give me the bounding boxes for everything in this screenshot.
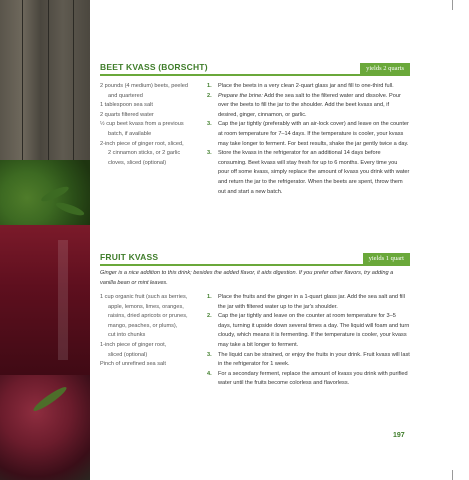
ingredient-line: apple, lemons, limes, oranges,	[108, 303, 184, 310]
step-number: 2.	[207, 92, 212, 99]
step-number: 1.	[207, 83, 212, 89]
ingredient-line: raisins, dried apricots or prunes,	[108, 313, 188, 320]
step-text: Cap the jar tightly (preferably with an air-lock cover) and leave on the counter at room temperature for 7–14 days. If the temperature is cooler, your kvass may take longer to ferment. For best results, shake the jar gently twice a day.	[218, 121, 409, 147]
ingredient-line: 2 quarts filtered water	[100, 111, 154, 118]
recipe-step	[207, 120, 410, 149]
steps-list	[207, 293, 410, 389]
ingredient-line: Pinch of unrefined sea salt	[100, 361, 166, 368]
step-text: Place the beets in a very clean 2-quart glass jar and fill to one-third full.	[218, 83, 394, 89]
step-number: 3.	[207, 121, 212, 128]
step-number: 3.	[207, 351, 212, 358]
recipe-intro: Ginger is a nice addition to this drink; besides the added flavor, it aids digestion. If you prefer other flavors, try adding a vanilla bean or mint leaves.	[100, 270, 394, 286]
ingredient-line: 1 tablespoon sea salt	[100, 102, 153, 109]
yield-badge: yields 1 quart	[363, 253, 410, 265]
recipe-step	[207, 92, 410, 121]
kvass-photo	[0, 0, 90, 480]
wood-plank-line	[48, 0, 49, 175]
ingredient-line: mango, peaches, or plums),	[108, 322, 178, 329]
ingredients-list	[100, 293, 200, 370]
crop-mark	[452, 0, 453, 10]
step-text: Add the sea salt to the filtered water and dissolve. Pour over the beets to fill the jar to the shoulder. Add the beet kvass and, if desired, ginger, cinnamon, or garlic.	[218, 92, 401, 118]
step-text: The liquid can be strained, or enjoy the fruits in your drink. Fruit kvass will last in the refrigerator for 1 week.	[218, 351, 410, 368]
wood-plank-line	[22, 0, 23, 175]
recipe-step	[207, 351, 410, 370]
ingredient-line: ½ cup beet kvass from a previous	[100, 121, 184, 128]
step-number: 4.	[207, 370, 212, 377]
recipe-step	[207, 312, 410, 350]
wood-plank-line	[73, 0, 74, 175]
ingredient-line: 2 pounds (4 medium) beets, peeled	[100, 83, 189, 89]
jar-highlight	[58, 240, 68, 360]
ingredient-line: and quartered	[108, 92, 143, 99]
recipe-step	[207, 82, 410, 92]
recipe-title: BEET KVASS (BORSCHT)	[100, 62, 208, 72]
steps-list	[207, 82, 410, 197]
ingredient-line: batch, if available	[108, 130, 152, 137]
step-number: 1.	[207, 294, 212, 300]
wood-background	[0, 0, 90, 175]
fruit-kvass-header	[100, 248, 410, 266]
beet-kvass-header	[100, 58, 410, 76]
ingredient-line: 2 cinnamon sticks, or 2 garlic	[108, 150, 181, 157]
ingredient-line: 1 cup organic fruit (such as berries,	[100, 294, 188, 300]
page-number: 197	[393, 432, 405, 439]
yield-badge: yields 2 quarts	[360, 63, 410, 75]
step-text: Cap the jar tightly and leave on the counter at room temperature for 3–5 days, turning it upside down several times a day. The liquid will foam and turn cloudy, which means it is fermenting. If the temperature is cooler, your kvass may take a bit longer to ferment.	[218, 313, 410, 348]
beet	[0, 375, 90, 480]
step-text: Store the kvass in the refrigerator for an additional 14 days before consuming. Beet kvass will stay fresh for up to 6 months. Every time you pour off some kvass, simply replace the amount of kvass you drink with water and return the jar to the refrigerator. When the beets are spent, throw them out and start a new batch.	[218, 150, 410, 195]
crop-mark	[452, 470, 453, 480]
step-text: Place the fruits and the ginger in a 1-quart glass jar. Add the sea salt and fill the jar with filtered water up to the jar's shoulder.	[218, 294, 405, 310]
step-number: 2.	[207, 313, 212, 320]
step-number: 3.	[207, 150, 212, 157]
recipe-title: FRUIT KVASS	[100, 252, 159, 262]
kvass-jar	[0, 225, 90, 380]
recipe-step	[207, 149, 410, 197]
recipe-step	[207, 370, 410, 389]
ingredient-line: 1-inch piece of ginger root,	[100, 341, 167, 348]
ingredients-list	[100, 82, 200, 168]
ingredient-line: cut into chunks	[108, 332, 146, 339]
recipe-step	[207, 293, 410, 312]
step-text: For a secondary ferment, replace the amount of kvass you drink with purified water until the fruits become colorless and flavorless.	[218, 370, 408, 387]
ingredient-line: sliced (optional)	[108, 351, 148, 358]
ingredient-line: cloves, sliced (optional)	[108, 159, 167, 166]
step-lead: Prepare the brine:	[218, 92, 263, 99]
ingredient-line: 2-inch piece of ginger root, sliced,	[100, 140, 184, 147]
